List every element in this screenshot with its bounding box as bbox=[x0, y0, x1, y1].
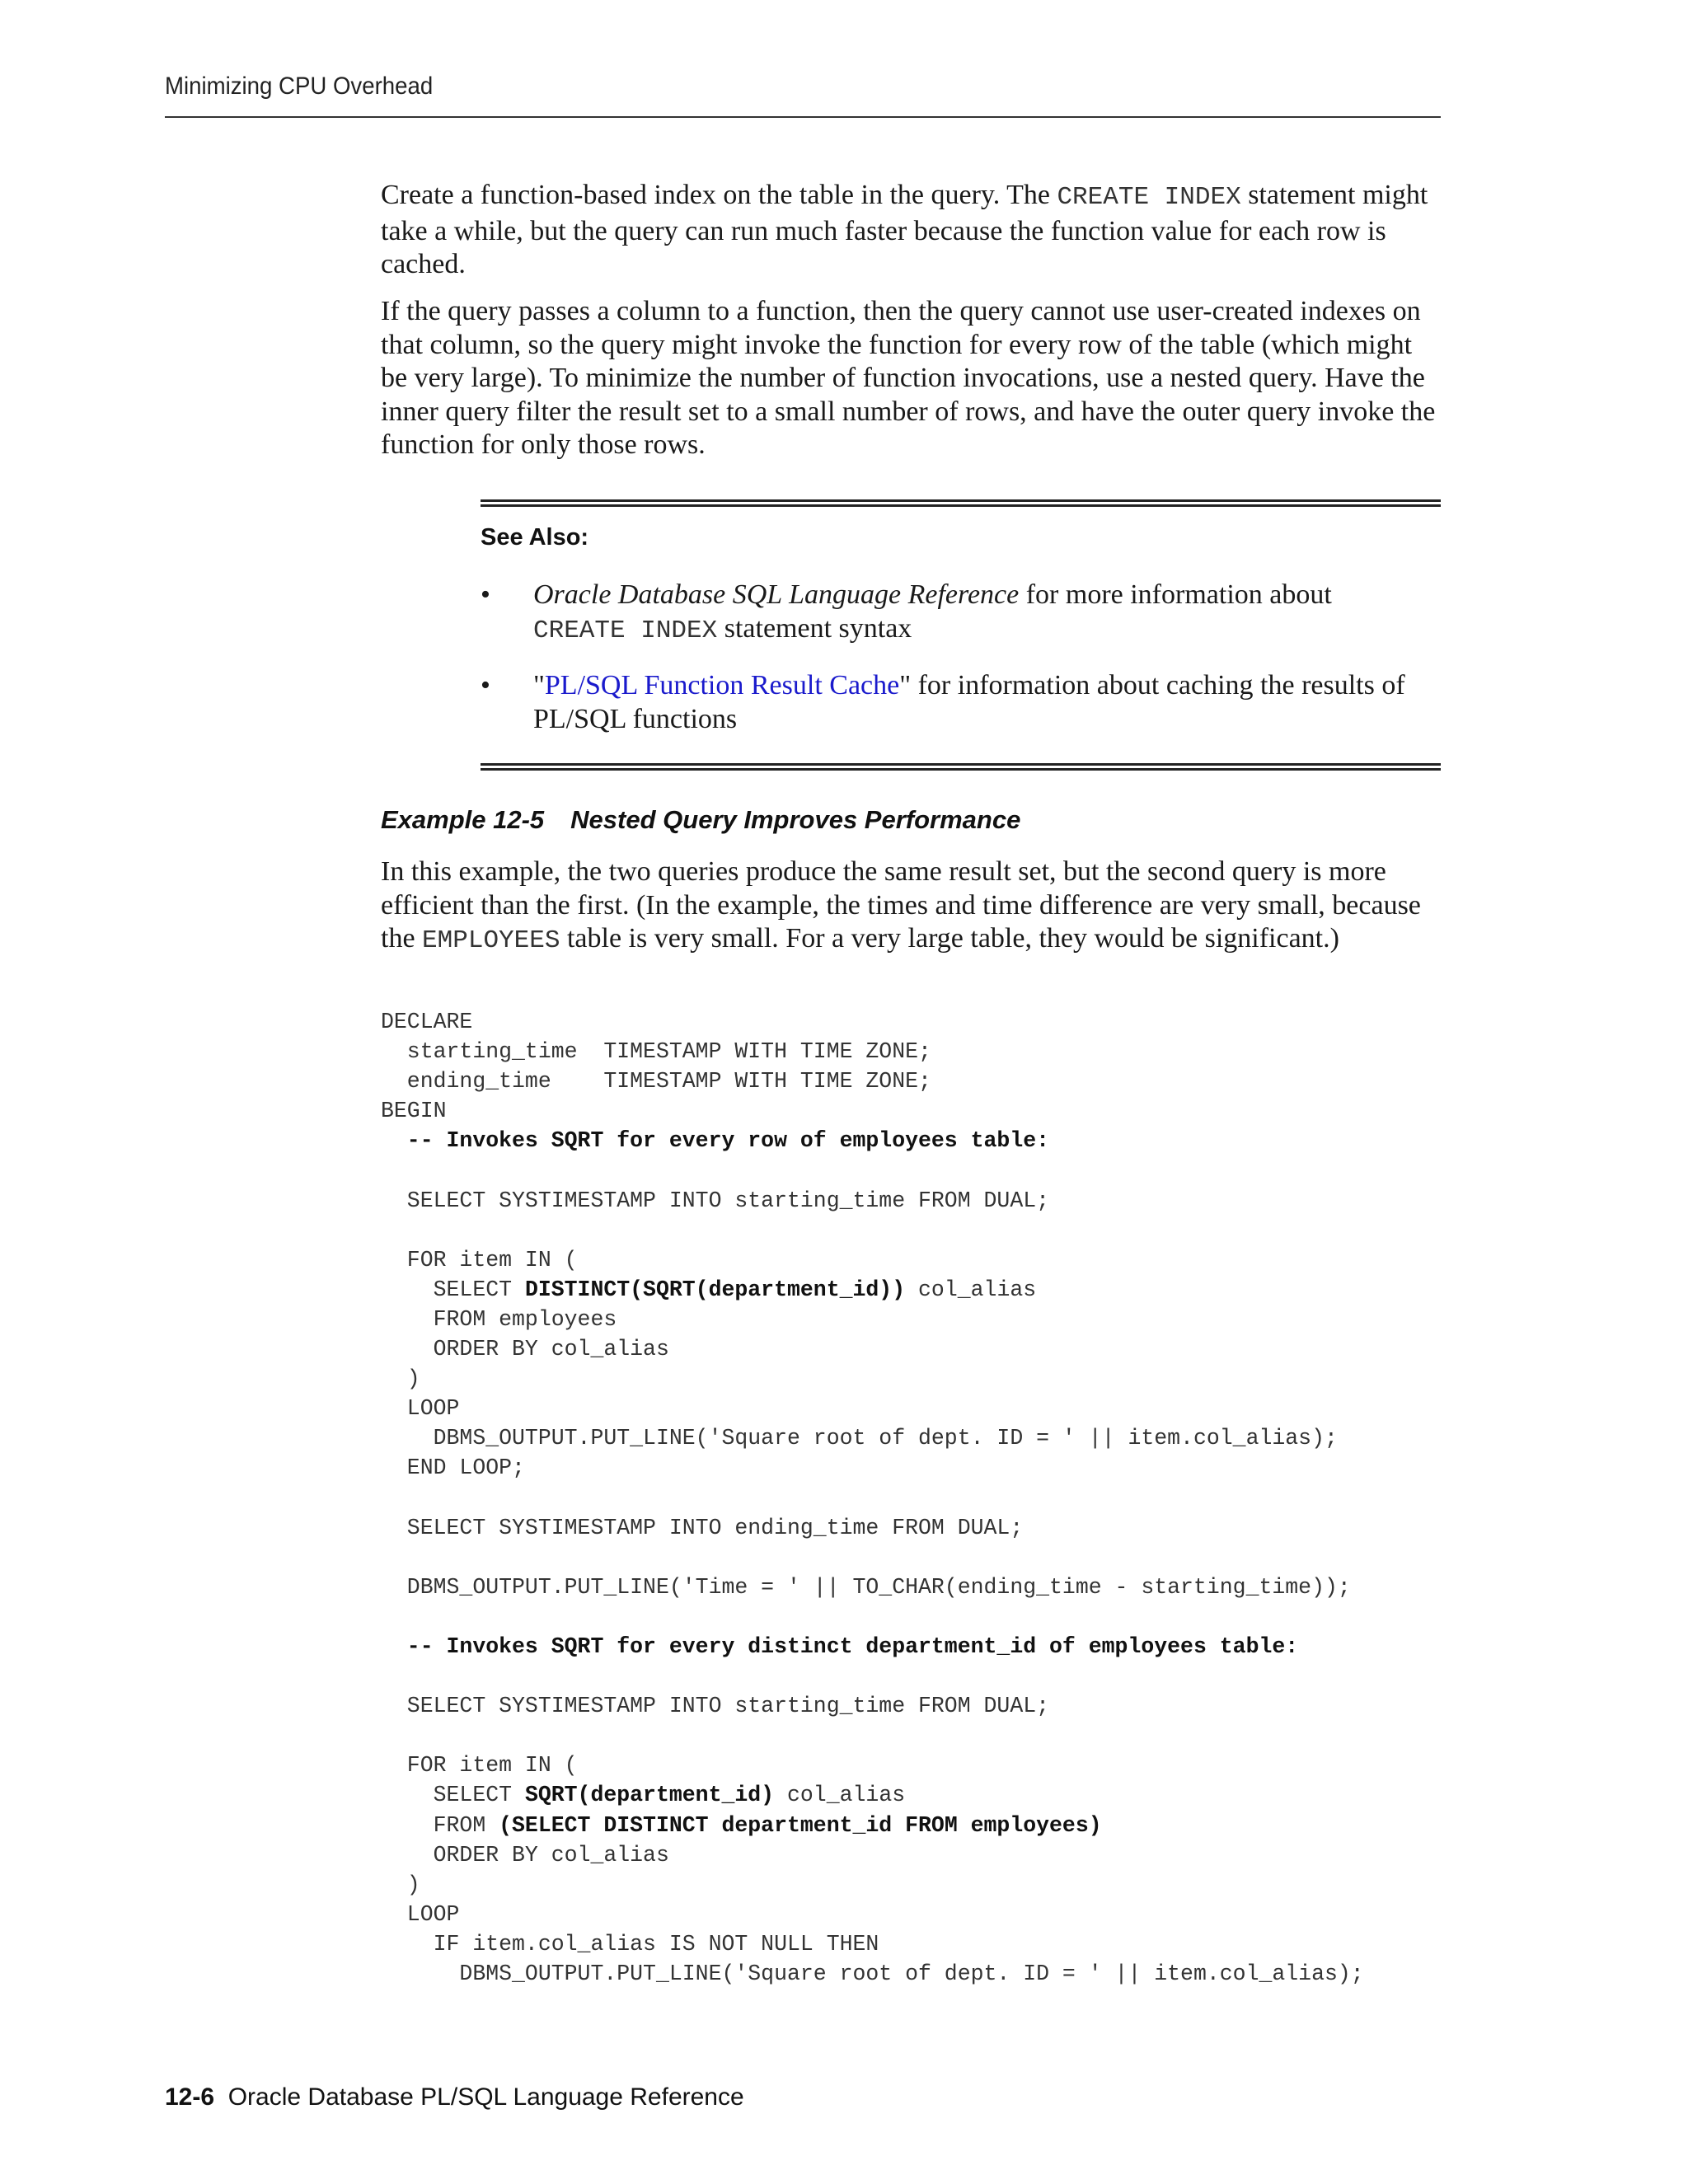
code-line: ) bbox=[381, 1366, 420, 1392]
see-also-item-text bbox=[533, 669, 1441, 736]
code-line: starting_time TIMESTAMP WITH TIME ZONE; bbox=[381, 1039, 931, 1065]
see-also-box bbox=[481, 499, 1441, 770]
inline-code: CREATE INDEX bbox=[1057, 183, 1241, 212]
code-line: DBMS_OUTPUT.PUT_LINE('Square root of dept. ID = ' || item.col_alias); bbox=[381, 1961, 1364, 1986]
book-title: Oracle Database SQL Language Reference bbox=[533, 579, 1020, 610]
code-line: LOOP bbox=[381, 1901, 460, 1927]
code-line: FOR item IN ( bbox=[381, 1753, 578, 1779]
code-emphasis: -- Invokes SQRT for every row of employees table: bbox=[381, 1128, 1050, 1154]
see-also-top-rule bbox=[481, 499, 1441, 507]
code-line: IF item.col_alias IS NOT NULL THEN bbox=[381, 1931, 879, 1957]
code-line: SELECT SYSTIMESTAMP INTO ending_time FROM DUAL; bbox=[381, 1515, 1024, 1540]
paragraph-text: table is very small. For a very large table, they would be significant.) bbox=[560, 923, 1339, 954]
code-line: DBMS_OUTPUT.PUT_LINE('Square root of dept. ID = ' || item.col_alias); bbox=[381, 1426, 1338, 1451]
see-also-item-text bbox=[533, 579, 1441, 648]
paragraph-nested-query: If the query passes a column to a function, then the query cannot use user-created indexes on that column, so the query might invoke the function for every row of the table (which might be very large). To minimize the number of function invocations, use a nested query. Have the inner query filter the result set to a small number of rows, and have the outer query invoke the function for only those rows. bbox=[381, 296, 1436, 460]
code-line: SELECT SYSTIMESTAMP INTO starting_time FROM DUAL; bbox=[381, 1694, 1050, 1719]
code-line: BEGIN bbox=[381, 1099, 447, 1124]
inline-code: CREATE INDEX bbox=[533, 616, 718, 645]
book-title-footer: Oracle Database PL/SQL Language Reference bbox=[227, 2083, 744, 2111]
code-line: FOR item IN ( bbox=[381, 1247, 578, 1272]
paragraph-example-intro bbox=[381, 855, 1444, 958]
code-emphasis: (SELECT DISTINCT department_id FROM employees) bbox=[499, 1812, 1102, 1838]
bullet-icon: • bbox=[481, 670, 490, 701]
code-line: SELECT SYSTIMESTAMP INTO starting_time FROM DUAL; bbox=[381, 1188, 1050, 1213]
paragraph-text: statement might take a while, but the query can run much faster because the function value for each row is cached. bbox=[381, 180, 1428, 279]
code-line: ORDER BY col_alias bbox=[381, 1842, 669, 1868]
quote-mark: " bbox=[533, 670, 545, 701]
example-number: Example 12-5 bbox=[381, 805, 545, 834]
see-also-bottom-rule bbox=[481, 763, 1441, 771]
code-emphasis: DISTINCT(SQRT(department_id)) bbox=[524, 1277, 906, 1302]
code-line: FROM employees bbox=[381, 1306, 617, 1332]
header-rule bbox=[165, 116, 1441, 118]
code-emphasis: SQRT(department_id) bbox=[524, 1783, 775, 1808]
result-cache-link[interactable]: PL/SQL Function Result Cache bbox=[544, 670, 900, 701]
example-title bbox=[381, 805, 1020, 835]
example-caption: Nested Query Improves Performance bbox=[570, 805, 1021, 834]
code-line: DBMS_OUTPUT.PUT_LINE('Time = ' || TO_CHAR(ending_time - starting_time)); bbox=[381, 1574, 1351, 1600]
page-footer bbox=[165, 2083, 744, 2111]
paragraph-text: In this example, the two queries produce the same result set, but the second query is more efficient than the first. (In the example, the times and time difference are very small, because the bbox=[381, 856, 1421, 954]
bullet-icon: • bbox=[481, 579, 490, 610]
code-line bbox=[381, 1634, 1298, 1659]
see-also-text: statement syntax bbox=[717, 612, 912, 644]
see-also-text: for more information about bbox=[1019, 579, 1332, 610]
code-line: SELECT DISTINCT(SQRT(department_id)) col_alias bbox=[381, 1277, 1037, 1302]
see-also-text: " for information about caching the results of PL/SQL functions bbox=[533, 670, 1405, 734]
page-number: 12-6 bbox=[165, 2083, 215, 2111]
paragraph-text: Create a function-based index on the table in the query. The bbox=[381, 180, 1057, 210]
code-line: ending_time TIMESTAMP WITH TIME ZONE; bbox=[381, 1069, 931, 1094]
code-line: FROM (SELECT DISTINCT department_id FROM employees) bbox=[381, 1812, 1102, 1838]
code-line: ORDER BY col_alias bbox=[381, 1337, 669, 1362]
code-listing bbox=[381, 1007, 1364, 1989]
code-emphasis: -- Invokes SQRT for every distinct department_id of employees table: bbox=[381, 1633, 1299, 1659]
see-also-title: See Also: bbox=[481, 524, 589, 551]
code-line bbox=[381, 1128, 1049, 1153]
code-line: SELECT SQRT(department_id) col_alias bbox=[381, 1783, 906, 1808]
code-line: DECLARE bbox=[381, 1010, 473, 1034]
code-line: END LOOP; bbox=[381, 1455, 525, 1481]
paragraph-function-based-index bbox=[381, 179, 1444, 282]
inline-code: EMPLOYEES bbox=[422, 926, 560, 955]
code-line: ) bbox=[381, 1872, 420, 1897]
code-line: LOOP bbox=[381, 1396, 460, 1422]
running-head: Minimizing CPU Overhead bbox=[165, 73, 434, 100]
